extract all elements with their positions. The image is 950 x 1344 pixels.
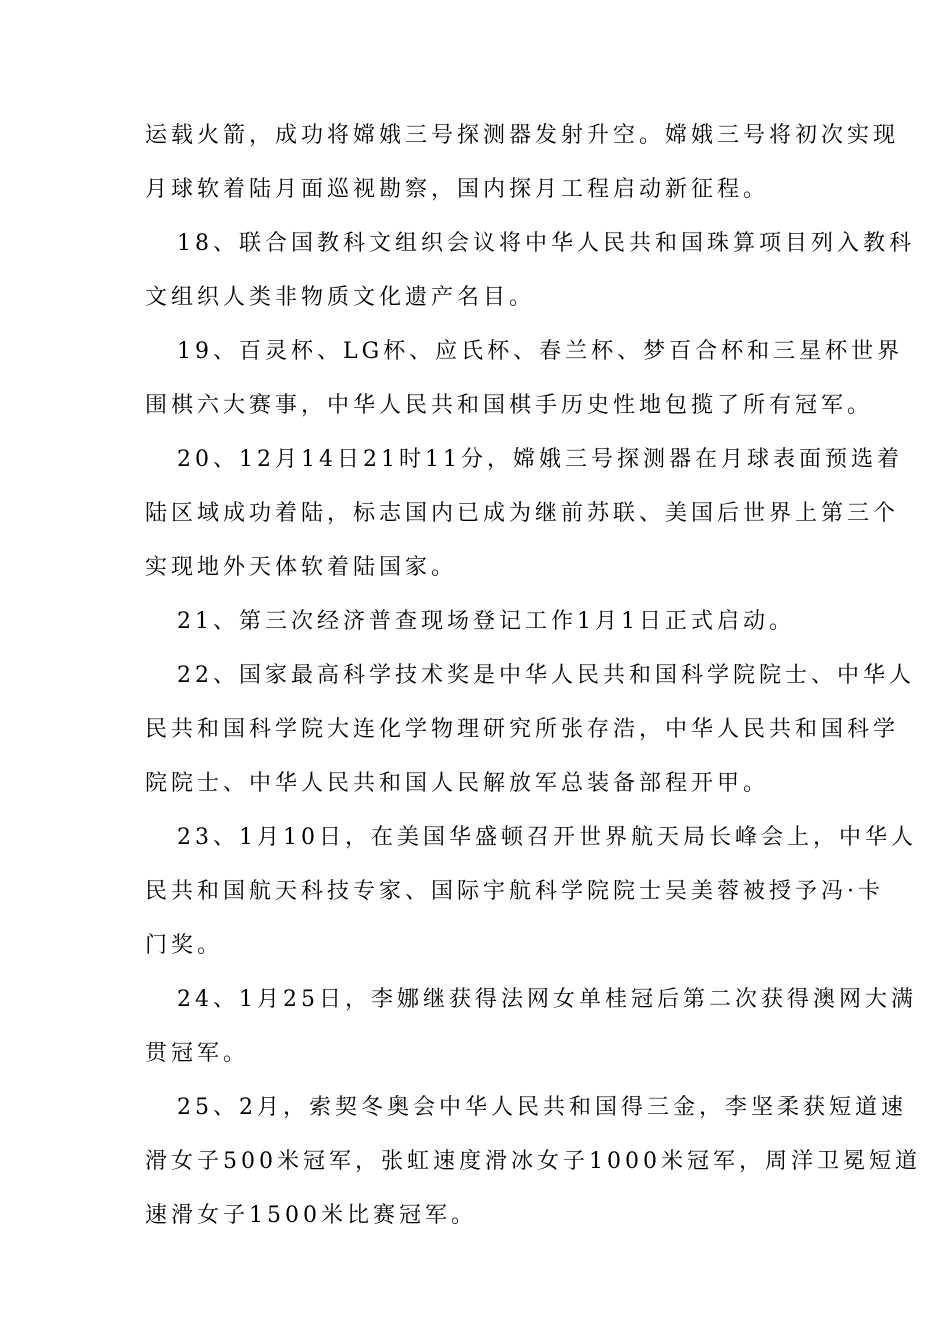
text-line: 文组织人类非物质文化遗产名目。 bbox=[145, 285, 536, 310]
text-line: 贯冠军。 bbox=[145, 1041, 250, 1066]
text-line: 月球软着陆月面巡视勘察，国内探月工程启动新征程。 bbox=[145, 177, 770, 202]
text-line: 18、联合国教科文组织会议将中华人民共和国珠算项目列入教科 bbox=[177, 231, 915, 256]
text-line: 民共和国航天科技专家、国际宇航科学院院士吴美蓉被授予冯·卡 bbox=[145, 879, 884, 904]
text-line: 实现地外天体软着陆国家。 bbox=[145, 555, 458, 580]
text-line: 院院士、中华人民共和国人民解放军总装备部程开甲。 bbox=[145, 771, 770, 796]
text-line: 24、1月25日，李娜继获得法网女单桂冠后第二次获得澳网大满 bbox=[177, 987, 917, 1012]
text-line: 陆区域成功着陆，标志国内已成为继前苏联、美国后世界上第三个 bbox=[145, 501, 900, 526]
text-line: 滑女子500米冠军，张虹速度滑冰女子1000米冠军，周洋卫冕短道 bbox=[145, 1149, 921, 1174]
text-line: 运载火箭，成功将嫦娥三号探测器发射升空。嫦娥三号将初次实现 bbox=[145, 123, 900, 148]
text-line: 围棋六大赛事，中华人民共和国棋手历史性地包揽了所有冠军。 bbox=[145, 393, 874, 418]
text-line: 速滑女子1500米比赛冠军。 bbox=[145, 1203, 477, 1228]
text-line: 23、1月10日，在美国华盛顿召开世界航天局长峰会上，中华人 bbox=[177, 825, 917, 850]
text-line: 25、2月，索契冬奥会中华人民共和国得三金，李坚柔获短道速 bbox=[177, 1095, 907, 1120]
text-line: 民共和国科学院大连化学物理研究所张存浩，中华人民共和国科学 bbox=[145, 717, 900, 742]
text-line: 门奖。 bbox=[145, 933, 224, 958]
text-line: 19、百灵杯、LG杯、应氏杯、春兰杯、梦百合杯和三星杯世界 bbox=[177, 339, 904, 364]
text-line: 21、第三次经济普查现场登记工作1月1日正式启动。 bbox=[177, 609, 795, 634]
text-line: 22、国家最高科学技术奖是中华人民共和国科学院院士、中华人 bbox=[177, 663, 915, 688]
text-line: 20、12月14日21时11分，嫦娥三号探测器在月球表面预选着 bbox=[177, 447, 903, 472]
